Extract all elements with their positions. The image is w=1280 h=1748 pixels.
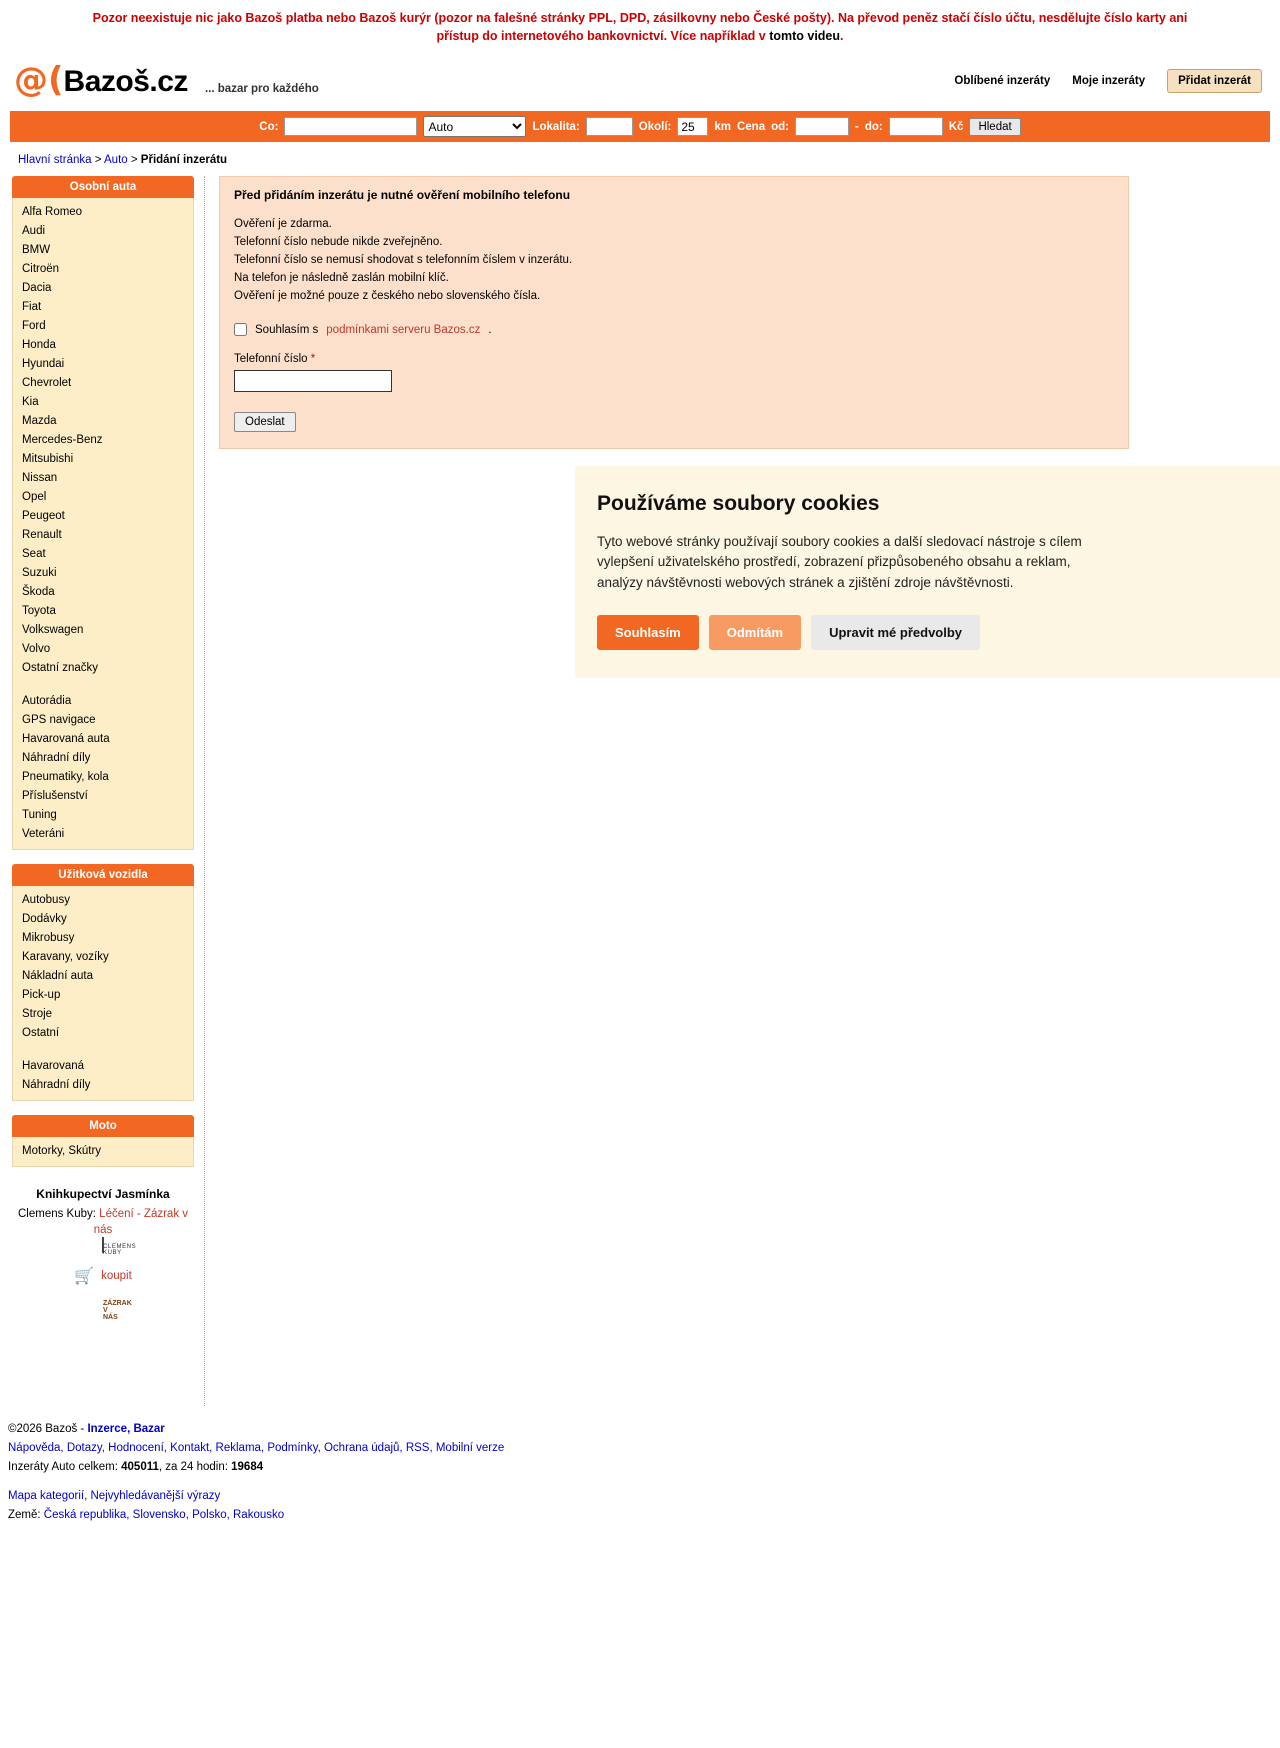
sidebar-item-gps-navigace[interactable]: GPS navigace — [22, 713, 96, 726]
sidebar-list-uzitkova-vozidla — [12, 886, 194, 1101]
verification-heading: Před přidáním inzerátu je nutné ověření mobilního telefonu — [234, 188, 571, 203]
breadcrumb-home[interactable]: Hlavní stránka — [18, 154, 92, 167]
footer-map-links[interactable]: Mapa kategorií, Nejvyhledávanější výrazy — [8, 1490, 221, 1503]
phone-label-text: Telefonní číslo — [234, 353, 308, 366]
radius-unit: km — [714, 120, 731, 133]
cookie-customize-button[interactable]: Upravit mé předvolby — [811, 615, 980, 650]
footer-stats-prefix: Inzeráty Auto celkem: — [8, 1461, 122, 1474]
sidebar-item-honda[interactable]: Honda — [22, 338, 56, 351]
footer-stats-mid: , za 24 hodin: — [158, 1461, 232, 1474]
verification-line-2: Telefonní číslo nebude nikde zveřejněno. — [234, 236, 443, 249]
price-label: Cena — [736, 120, 766, 133]
sidebar-item-nakladni-auta[interactable]: Nákladní auta — [22, 969, 93, 982]
book-promo — [12, 1181, 194, 1286]
sidebar-item-skoda[interactable]: Škoda — [22, 585, 55, 598]
promo-author: Clemens Kuby: — [17, 1208, 96, 1221]
cookie-consent-dialog — [575, 466, 1280, 678]
sidebar-item-autobusy[interactable]: Autobusy — [22, 893, 70, 906]
sidebar-item-renault[interactable]: Renault — [22, 528, 62, 541]
book-cover-image[interactable] — [102, 1237, 104, 1253]
sidebar-item-veterani[interactable]: Veteráni — [22, 827, 65, 840]
sidebar-item-ostatni[interactable]: Ostatní — [22, 1026, 60, 1039]
sidebar-item-tuning[interactable]: Tuning — [22, 808, 57, 821]
locality-input[interactable] — [586, 117, 633, 136]
sidebar-item-prislusenstvi[interactable]: Příslušenství — [22, 789, 88, 802]
footer-countries-links[interactable]: Česká republika, Slovensko, Polsko, Rakousko — [43, 1509, 285, 1522]
sidebar-item-hyundai[interactable]: Hyundai — [22, 357, 65, 370]
cookie-text: Tyto webové stránky používají soubory cookies a další sledovací nástroje s cílem vylepšení uživatelského prostředí, zobrazení přizpůsobeného obsahu a reklam, analýzy návštěvnosti webových stránek a zjištění zdroje návštěvnosti. — [597, 534, 1082, 590]
footer-stats-day: 19684 — [231, 1461, 264, 1474]
sidebar-item-nahradni-dily[interactable]: Náhradní díly — [22, 751, 91, 764]
footer-copyright: ©2026 Bazoš - — [8, 1423, 88, 1436]
footer-links[interactable]: Nápověda, Dotazy, Hodnocení, Kontakt, Reklama, Podmínky, Ochrana údajů, RSS, Mobilní verze — [8, 1442, 505, 1455]
sidebar-list-osobni-auta — [12, 198, 194, 850]
breadcrumb-separator-2: > — [130, 154, 138, 167]
promo-book-line — [12, 1207, 194, 1238]
logo-text: Bazoš.cz — [63, 65, 188, 99]
breadcrumb — [0, 142, 1280, 176]
footer-stats-total: 405011 — [121, 1461, 159, 1474]
sidebar — [12, 176, 205, 1406]
footer-countries-prefix: Země: — [8, 1509, 44, 1522]
cookie-reject-button[interactable]: Odmítám — [709, 615, 801, 650]
nav-favourite-ads[interactable]: Oblíbené inzeráty — [954, 75, 1051, 88]
terms-agreement-row — [234, 323, 1114, 336]
main-content — [205, 176, 1268, 449]
promo-buy-link[interactable]: koupit — [101, 1270, 132, 1283]
phone-input[interactable] — [234, 370, 392, 392]
sidebar-item-suzuki[interactable]: Suzuki — [22, 566, 57, 579]
sidebar-item-mitsubishi[interactable]: Mitsubishi — [22, 452, 74, 465]
sidebar-item-pneumatiky-kola[interactable]: Pneumatiky, kola — [22, 770, 109, 783]
sidebar-item-bmw[interactable]: BMW — [22, 243, 51, 256]
verification-line-1: Ověření je zdarma. — [234, 218, 332, 231]
footer-countries-row — [8, 1506, 1280, 1525]
sidebar-item-dodavky[interactable]: Dodávky — [22, 912, 67, 925]
price-to-input[interactable] — [889, 117, 943, 136]
sidebar-list-moto — [12, 1137, 194, 1167]
locality-label: Lokalita: — [532, 120, 580, 133]
site-header — [0, 51, 1280, 111]
sidebar-item-mazda[interactable]: Mazda — [22, 414, 57, 427]
sidebar-item-audi[interactable]: Audi — [22, 224, 46, 237]
required-marker: * — [310, 353, 316, 366]
sidebar-item-peugeot[interactable]: Peugeot — [22, 509, 65, 522]
sidebar-item-fiat[interactable]: Fiat — [22, 300, 42, 313]
sidebar-block-title-osobni-auta: Osobní auta — [12, 176, 194, 198]
sidebar-item-nissan[interactable]: Nissan — [22, 471, 58, 484]
sidebar-item-toyota[interactable]: Toyota — [22, 604, 56, 617]
footer-map-row — [8, 1487, 1280, 1506]
submit-button[interactable]: Odeslat — [234, 412, 296, 432]
sidebar-item-volkswagen[interactable]: Volkswagen — [22, 623, 84, 636]
sidebar-item-citroen[interactable]: Citroën — [22, 262, 60, 275]
footer-stats-row — [8, 1458, 1280, 1477]
search-button[interactable]: Hledat — [969, 118, 1020, 136]
sidebar-item-stroje[interactable]: Stroje — [22, 1007, 53, 1020]
sidebar-item-seat[interactable]: Seat — [22, 547, 46, 560]
logo-at-icon: @( — [14, 60, 64, 101]
verification-line-5: Ověření je možné pouze z českého nebo slovenského čísla. — [234, 289, 541, 302]
add-ad-button[interactable]: Přidat inzerát — [1167, 69, 1262, 93]
breadcrumb-current: Přidání inzerátu — [140, 154, 228, 167]
sidebar-item-motorky-skutry[interactable]: Motorky, Skútry — [22, 1144, 102, 1157]
terms-link[interactable]: podmínkami serveru Bazos.cz — [326, 323, 481, 336]
sidebar-item-havarovana[interactable]: Havarovaná — [22, 1059, 85, 1072]
sidebar-item-havarovana-auta[interactable]: Havarovaná auta — [22, 732, 110, 745]
sidebar-item-karavany-voziky[interactable]: Karavany, vozíky — [22, 950, 109, 963]
sidebar-item-autoradia[interactable]: Autorádia — [22, 694, 72, 707]
cookie-accept-button[interactable]: Souhlasím — [597, 615, 699, 650]
category-select[interactable] — [423, 116, 526, 137]
verification-line-4: Na telefon je následně zaslán mobilní klíč. — [234, 271, 449, 284]
footer-copyright-row — [8, 1420, 1280, 1439]
fraud-warning-video-link[interactable]: tomto videu — [769, 29, 841, 44]
fraud-warning-suffix: . — [840, 29, 844, 44]
search-bar — [10, 111, 1270, 142]
footer-links-row — [8, 1439, 1280, 1458]
sidebar-item-mercedes-benz[interactable]: Mercedes-Benz — [22, 433, 103, 446]
site-slogan: ... bazar pro každého — [205, 83, 319, 96]
breadcrumb-separator-1: > — [94, 154, 102, 167]
sidebar-item-alfa-romeo[interactable]: Alfa Romeo — [22, 205, 83, 218]
search-input[interactable] — [284, 117, 417, 136]
fraud-warning-banner — [0, 0, 1280, 51]
sidebar-group-divider — [13, 1042, 193, 1056]
price-dash: - — [855, 120, 859, 133]
sidebar-item-kia[interactable]: Kia — [22, 395, 39, 408]
price-from-label: od: — [771, 120, 789, 133]
sidebar-item-dacia[interactable]: Dacia — [22, 281, 52, 294]
sidebar-block-title-moto: Moto — [12, 1115, 194, 1137]
sidebar-item-pick-up[interactable]: Pick-up — [22, 988, 61, 1001]
fraud-warning-text: Pozor neexistuje nic jako Bazoš platba nebo Bazoš kurýr (pozor na falešné stránky PPL, DPD, zásilkovny nebo České pošty). Na převod peněz stačí číslo účtu, nesdělujte číslo karty ani přístup do internetového bankovnictví. Více například v — [92, 11, 1188, 44]
terms-suffix: . — [488, 323, 492, 336]
sidebar-item-nahradni-dily-uzitkova[interactable]: Náhradní díly — [22, 1078, 91, 1091]
footer-spacer — [8, 1477, 1280, 1487]
sidebar-item-opel[interactable]: Opel — [22, 490, 47, 503]
sidebar-item-volvo[interactable]: Volvo — [22, 642, 51, 655]
sidebar-item-ostatni-znacky[interactable]: Ostatní značky — [22, 661, 99, 674]
site-logo[interactable] — [14, 60, 188, 101]
sidebar-block-title-uzitkova-vozidla: Užitková vozidla — [12, 864, 194, 886]
nav-my-ads[interactable]: Moje inzeráty — [1072, 75, 1146, 88]
promo-book-link[interactable]: Léčení - Zázrak v nás — [93, 1208, 189, 1236]
sidebar-item-ford[interactable]: Ford — [22, 319, 46, 332]
radius-label: Okolí: — [638, 120, 672, 133]
page-layout — [0, 176, 1280, 1406]
cookie-title: Používáme soubory cookies — [597, 492, 880, 515]
cart-icon: 🛒 — [74, 1268, 95, 1286]
cookie-button-row — [597, 615, 1250, 650]
footer-inzerce-link[interactable]: Inzerce, Bazar — [87, 1423, 165, 1436]
sidebar-group-divider — [13, 677, 193, 691]
site-footer — [0, 1406, 1280, 1545]
phone-field-label — [234, 353, 1114, 365]
header-nav — [954, 69, 1262, 93]
price-unit: Kč — [948, 120, 964, 133]
sidebar-item-mikrobusy[interactable]: Mikrobusy — [22, 931, 75, 944]
breadcrumb-category[interactable]: Auto — [104, 154, 128, 167]
search-what-label: Co: — [259, 120, 279, 133]
terms-checkbox[interactable] — [234, 323, 247, 336]
verification-line-3: Telefonní číslo se nemusí shodovat s telefonním číslem v inzerátu. — [234, 253, 573, 266]
radius-input[interactable] — [677, 117, 708, 136]
price-to-label: do: — [864, 120, 883, 133]
sidebar-item-chevrolet[interactable]: Chevrolet — [22, 376, 72, 389]
phone-verification-panel — [219, 176, 1129, 449]
promo-title: Knihkupectví Jasmínka — [36, 1187, 170, 1202]
terms-label: Souhlasím s — [255, 323, 319, 336]
price-from-input[interactable] — [795, 117, 849, 136]
